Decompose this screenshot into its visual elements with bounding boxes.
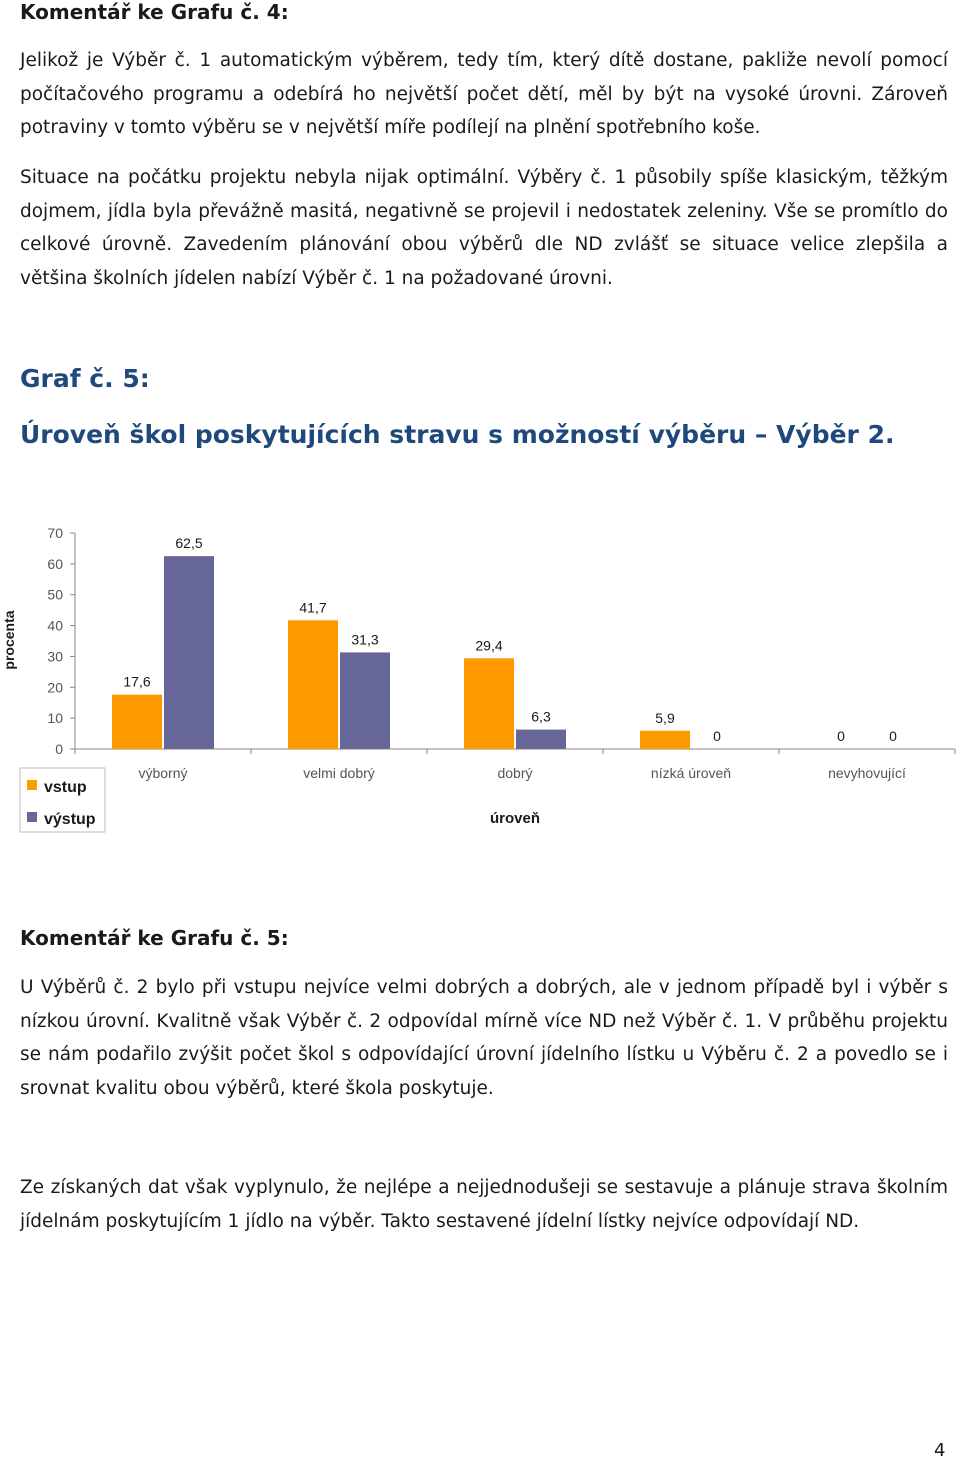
data-label-vstup: 17,6 [123, 673, 151, 690]
category-label: dobrý [497, 765, 533, 781]
bar-výstup-2 [516, 730, 566, 749]
legend-label-vystup: výstup [44, 811, 96, 828]
legend-swatch-vystup [27, 812, 37, 822]
data-label-vstup: 29,4 [475, 637, 503, 654]
data-label-výstup: 62,5 [175, 535, 203, 552]
bar-vstup-0 [112, 695, 162, 749]
y-axis-ticks [47, 525, 75, 757]
y-tick-label: 0 [55, 741, 63, 757]
legend-label-vstup: vstup [44, 779, 87, 796]
data-label-vstup: 5,9 [655, 709, 675, 726]
legend [20, 768, 105, 832]
legend-swatch-vstup [27, 780, 37, 790]
bar-vstup-1 [288, 620, 338, 749]
bar-vstup-2 [464, 658, 514, 749]
y-tick-label: 10 [47, 710, 63, 727]
bar-výstup-1 [340, 652, 390, 749]
comment-5-paragraph-2: Ze získaných dat však vyplynulo, že nejlépe a nejjednodušeji se sestavuje a plánuje strava školním jídelnám poskytujícím 1 jídlo na výběr. Takto sestavené jídelní lístky nejvíce odpovídají ND. [20, 1177, 948, 1232]
comment-5-heading: Komentář ke Grafu č. 5: [20, 926, 289, 950]
category-label: výborný [138, 765, 188, 781]
category-labels [138, 765, 906, 781]
comment-4-heading: Komentář ke Grafu č. 4: [20, 0, 289, 24]
comment-4-paragraph-1: Jelikož je Výběr č. 1 automatickým výběrem, tedy tím, který dítě dostane, pakliže nevolí pomocí počítačového programu a odebírá ho největší počet dětí, měl by být na vysoké úrovni. Zároveň potraviny v tomto výběru se v největší míře podílejí na plnění spotřebního koše. [20, 50, 948, 138]
bars [112, 556, 690, 749]
data-label-vstup: 0 [837, 728, 845, 744]
page-number: 4 [934, 1440, 946, 1461]
y-tick-label: 60 [47, 555, 63, 572]
graph-5-title: Úroveň škol poskytujících stravu s možností výběru – Výběr 2. [20, 420, 895, 449]
y-axis-title: procenta [1, 610, 17, 670]
data-label-vstup: 41,7 [299, 599, 327, 616]
graph-5-label: Graf č. 5: [20, 364, 150, 393]
bar-vstup-3 [640, 731, 690, 749]
category-label: nevyhovující [828, 765, 906, 781]
data-label-výstup: 0 [713, 728, 721, 744]
y-tick-label: 20 [47, 679, 63, 696]
comment-5-paragraph-1: U Výběrů č. 2 bylo při vstupu nejvíce velmi dobrých a dobrých, ale v jednom případě byl i výběr s nízkou úrovní. Kvalitně však Výběr č. 2 odpovídal mírně více ND než Výběr č. 1. V průběhu projektu se nám podařilo zvýšit počet škol s odpovídající úrovní jídelního lístku u Výběru č. 2 a povedlo se i srovnat kvalitu obou výběrů, které škola poskytuje. [20, 977, 948, 1099]
comment-4-paragraph-2: Situace na počátku projektu nebyla nijak optimální. Výběry č. 1 působily spíše klasickým, těžkým dojmem, jídla byla převážně masitá, negativně se projevil i nedostatek zeleniny. Vše se promítlo do celkové úrovně. Zavedením plánování obou výběrů dle ND zvlášť se situace velice zlepšila a většina školních jídelen nabízí Výběr č. 1 na požadované úrovni. [20, 167, 948, 289]
data-label-výstup: 31,3 [351, 631, 379, 648]
bar-výstup-0 [164, 556, 214, 749]
y-tick-label: 30 [47, 648, 63, 665]
data-label-výstup: 6,3 [531, 708, 551, 725]
data-label-výstup: 0 [889, 728, 897, 744]
y-tick-label: 50 [47, 586, 63, 603]
x-axis-ticks [75, 749, 955, 754]
y-tick-label: 70 [47, 525, 63, 541]
bar-chart [0, 510, 960, 840]
y-tick-label: 40 [47, 617, 63, 634]
x-axis-title: úroveň [489, 810, 541, 827]
category-label: nízká úroveň [650, 765, 732, 781]
category-label: velmi dobrý [303, 765, 375, 781]
